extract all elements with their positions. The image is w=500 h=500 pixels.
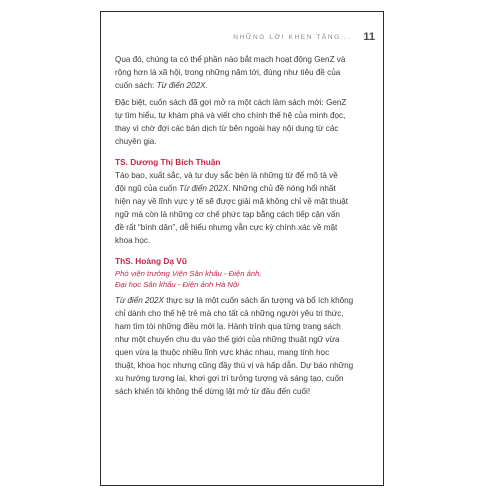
text-line: xu hướng tương lai, khơi gợi trí tưởng tượng và sáng tạo, cuốn — [115, 374, 344, 383]
text-line: thuật, khoa học nhưng cũng đầy thú vị và hấp dẫn. Dự báo những — [115, 361, 354, 370]
review-paragraph-1 — [115, 169, 369, 247]
text-line: rộng hơn là xã hội, trong những năm tới, đúng như tiêu đề của — [115, 68, 341, 77]
text-line: Qua đó, chúng ta có thể phần nào bắt mạch hoạt động GenZ và — [115, 55, 346, 64]
page-header — [101, 32, 383, 46]
text-line: tự tìm hiểu, tự khám phá và viết cho chính thế hệ của mình đọc, — [115, 111, 346, 120]
affiliation-line: Phó viện trưởng Viện Sân khấu - Điện ảnh, — [115, 269, 262, 278]
intro-paragraph-1 — [115, 53, 369, 92]
text-segment: cuốn sách: — [115, 81, 157, 90]
page-content — [115, 53, 369, 402]
text-line: chuyên gia. — [115, 137, 157, 146]
text-line: chỉ dành cho thế hệ trẻ mà cho tất cả những người yêu tri thức, — [115, 309, 344, 318]
book-page — [100, 11, 384, 486]
text-line — [115, 79, 369, 92]
text-line: đề rất “bình dân”, dễ hiểu nhưng vẫn cực kỳ chính xác về mặt — [115, 223, 338, 232]
book-title: Từ điển 202X — [115, 296, 164, 305]
text-segment: đội ngũ của cuốn — [115, 184, 180, 193]
reviewer-affiliation — [115, 268, 369, 290]
reviewer-name-2: ThS. Hoàng Dạ Vũ — [115, 256, 187, 266]
book-title: Từ điển 202X. — [156, 81, 208, 90]
text-line: Đặc biệt, cuốn sách đã gợi mở ra một cách làm sách mới: GenZ — [115, 98, 347, 107]
text-line: hiện nay về lĩnh vực y tế sẽ được giải mã không chỉ về mặt thuật — [115, 197, 348, 206]
running-head: NHỮNG LỜI KHEN TẶNG... — [233, 34, 351, 41]
text-line: quen vừa lạ thuộc nhiều lĩnh vực khác nhau, mang tính học — [115, 348, 330, 357]
text-segment: thực sự là một cuốn sách ấn tượng và bổ ích không — [163, 296, 354, 305]
text-line: sách khiến tôi không thể dừng lật mở từ đầu đến cuối! — [115, 387, 311, 396]
text-line: như một chuyến chu du vào thế giới của những thuật ngữ vừa — [115, 335, 340, 344]
text-line: ngữ mà còn là những cơ chế phức tạp bằng cách tiếp cận vấn — [115, 210, 340, 219]
text-line — [115, 294, 369, 307]
text-segment: . Những chủ đề nóng hổi nhất — [228, 184, 336, 193]
text-line: thay vì chờ đợi các bản dịch từ bên ngoài hay nội dung từ các — [115, 124, 339, 133]
text-line — [115, 182, 369, 195]
affiliation-line: Đại học Sân khấu - Điện ảnh Hà Nội — [115, 280, 239, 289]
text-line: khoa học. — [115, 236, 151, 245]
page-number: 11 — [363, 31, 375, 43]
review-paragraph-2 — [115, 294, 369, 398]
text-line: Táo bạo, xuất sắc, và tư duy sắc bén là những từ để mô tả về — [115, 171, 338, 180]
reviewer-name-1: TS. Dương Thị Bích Thuận — [115, 157, 221, 167]
text-line: ham tìm tòi những điều mới lạ. Hành trình qua từng trang sách — [115, 322, 341, 331]
book-title: Từ điển 202X — [179, 184, 229, 193]
intro-paragraph-2 — [115, 96, 369, 148]
